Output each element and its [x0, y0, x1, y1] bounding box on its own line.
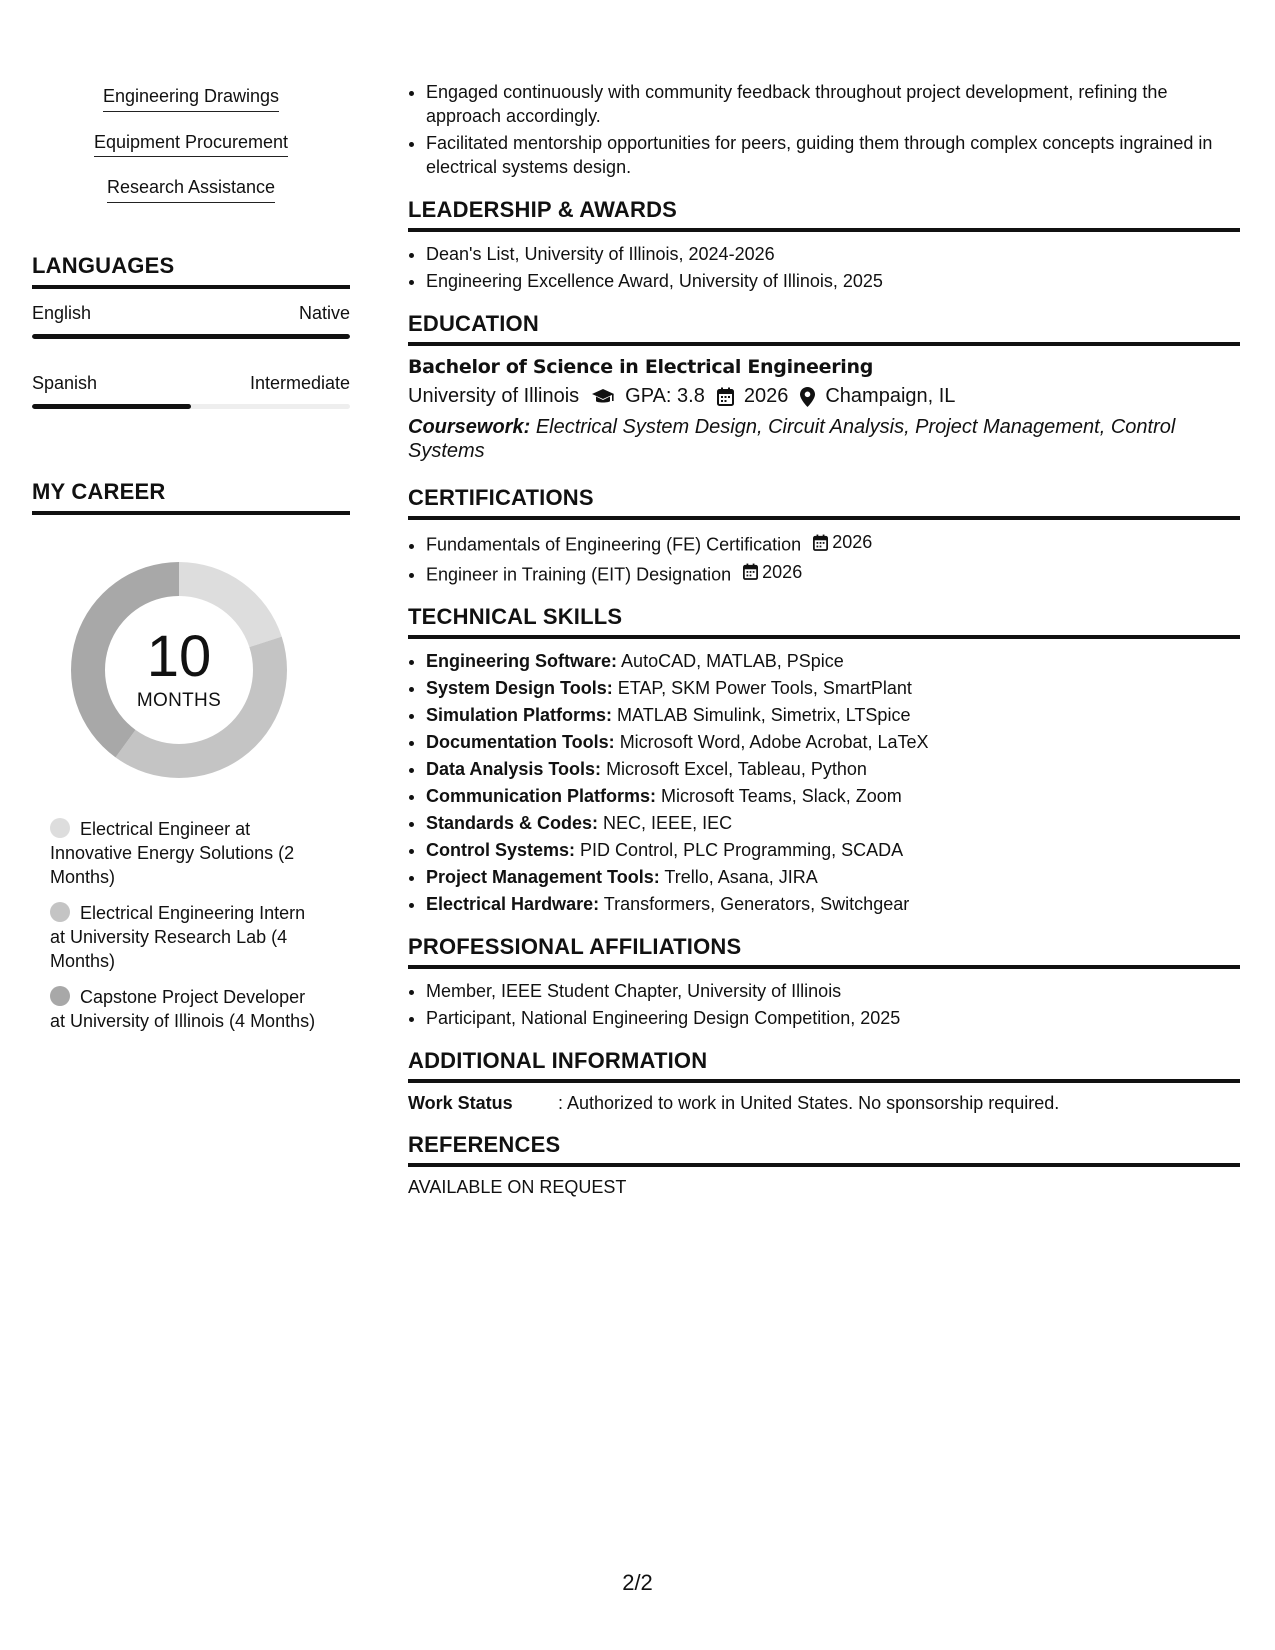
career-heading: MY CAREER — [32, 479, 350, 515]
technical-skill-item — [426, 838, 1240, 862]
work-status-value: : Authorized to work in United States. No sponsorship required. — [558, 1093, 1060, 1113]
skill-category: Standards & Codes: — [426, 813, 599, 833]
career-legend-label: Electrical Engineering Intern at University Research Lab (4 Months) — [50, 902, 306, 971]
technical-skill-item — [426, 649, 1240, 673]
certification-date — [813, 530, 872, 554]
affiliations-heading: PROFESSIONAL AFFILIATIONS — [408, 934, 1240, 969]
career-legend-item — [50, 985, 320, 1033]
certification-name: Fundamentals of Engineering (FE) Certification — [426, 534, 802, 555]
work-status-row — [408, 1093, 1240, 1114]
skill-values: MATLAB Simulink, Simetrix, LTSpice — [617, 705, 911, 725]
skill-category: Data Analysis Tools: — [426, 759, 602, 779]
languages-list — [32, 303, 350, 409]
calendar-icon — [743, 563, 758, 580]
location-pin-icon — [800, 387, 815, 407]
language-proficiency-fill — [32, 404, 191, 409]
language-level: Intermediate — [249, 372, 350, 393]
education-gpa: GPA: 3.8 — [625, 385, 705, 407]
references-text: AVAILABLE ON REQUEST — [408, 1177, 627, 1197]
sidebar — [32, 80, 350, 1045]
skill-values: Trello, Asana, JIRA — [664, 867, 818, 887]
technical-skills-list — [408, 649, 1240, 916]
skill-category: Documentation Tools: — [426, 732, 615, 752]
certification-name: Engineer in Training (EIT) Designation — [426, 564, 732, 584]
page-number: 2/2 — [622, 1570, 653, 1595]
technical-skill-item — [426, 865, 1240, 889]
education-coursework — [408, 415, 1240, 463]
leadership-heading: LEADERSHIP & AWARDS — [408, 197, 1240, 232]
experience-bullets — [408, 80, 1240, 179]
career-legend — [50, 817, 320, 1033]
technical-skills-heading: TECHNICAL SKILLS — [408, 604, 1240, 639]
skill-values: Transformers, Generators, Switchgear — [603, 894, 910, 914]
career-legend-item — [50, 817, 320, 889]
leadership-list — [408, 242, 1240, 293]
technical-skill-item — [426, 757, 1240, 781]
skill-category: Communication Platforms: — [426, 786, 657, 806]
work-status-label: Work Status — [408, 1093, 513, 1113]
certification-year: 2026 — [762, 561, 803, 582]
language-level: Native — [298, 302, 350, 323]
additional-info-heading: ADDITIONAL INFORMATION — [408, 1048, 1240, 1083]
technical-skill-item — [426, 703, 1240, 727]
skill-values: Microsoft Word, Adobe Acrobat, LaTeX — [619, 732, 929, 752]
donut-center — [64, 555, 294, 785]
language-row — [32, 373, 350, 394]
certification-item — [426, 560, 1240, 587]
skill-category: Simulation Platforms: — [426, 705, 613, 725]
skill-values: AutoCAD, MATLAB, PSpice — [621, 651, 844, 671]
certification-item — [426, 530, 1240, 557]
skill-category: System Design Tools: — [426, 678, 613, 698]
list-item: • Member, IEEE Student Chapter, University of Illinois — [426, 979, 1240, 1003]
list-item: • Dean's List, University of Illinois, 2024-2026 — [426, 242, 1240, 266]
affiliations-list — [408, 979, 1240, 1030]
skill-category: Control Systems: — [426, 840, 576, 860]
skill-tags — [32, 80, 350, 217]
education-degree: Bachelor of Science in Electrical Engineering — [408, 356, 873, 378]
technical-skill-item — [426, 811, 1240, 835]
graduation-cap-icon — [591, 388, 615, 406]
education-location: Champaign, IL — [825, 385, 956, 407]
list-item: • Engaged continuously with community feedback throughout project development, refining the approach accordingly. — [426, 80, 1240, 128]
skill-tag: Equipment Procurement — [94, 126, 288, 158]
main-content — [408, 80, 1240, 1198]
languages-heading: LANGUAGES — [32, 253, 350, 289]
certification-date — [743, 560, 802, 584]
technical-skill-item — [426, 784, 1240, 808]
skill-tag: Research Assistance — [107, 171, 275, 203]
coursework-value: Electrical System Design, Circuit Analysis, Project Management, Control Systems — [408, 416, 1176, 462]
education-heading: EDUCATION — [408, 311, 1240, 346]
technical-skill-item — [426, 730, 1240, 754]
calendar-icon — [813, 534, 828, 551]
legend-dot — [50, 818, 70, 838]
skill-values: NEC, IEEE, IEC — [603, 813, 733, 833]
career-legend-label: Electrical Engineer at Innovative Energy Solutions (2 Months) — [50, 818, 295, 887]
list-item: • Participant, National Engineering Design Competition, 2025 — [426, 1006, 1240, 1030]
language-row — [32, 303, 350, 324]
certifications-list — [408, 530, 1240, 586]
technical-skill-item — [426, 892, 1240, 916]
certifications-heading: CERTIFICATIONS — [408, 485, 1240, 520]
career-total-number: 10 — [146, 623, 212, 689]
calendar-icon — [717, 387, 734, 406]
education-year: 2026 — [743, 385, 789, 407]
skill-values: Microsoft Teams, Slack, Zoom — [661, 786, 902, 806]
language-name: Spanish — [32, 372, 98, 393]
list-item: • Facilitated mentorship opportunities for peers, guiding them through complex concepts ingrained in electrical systems design. — [426, 131, 1240, 179]
skill-values: ETAP, SKM Power Tools, SmartPlant — [617, 678, 912, 698]
list-item: • Engineering Excellence Award, University of Illinois, 2025 — [426, 269, 1240, 293]
skill-tag: Engineering Drawings — [103, 80, 279, 112]
language-proficiency-fill — [32, 334, 350, 339]
language-proficiency-bar — [32, 334, 350, 339]
legend-dot — [50, 986, 70, 1006]
skill-values: Microsoft Excel, Tableau, Python — [606, 759, 867, 779]
language-name: English — [32, 302, 92, 323]
language-proficiency-bar — [32, 404, 350, 409]
technical-skill-item — [426, 676, 1240, 700]
education-details — [408, 385, 1240, 408]
career-legend-item — [50, 901, 320, 973]
skill-category: Electrical Hardware: — [426, 894, 600, 914]
coursework-label: Coursework: — [408, 416, 531, 438]
career-legend-label: Capstone Project Developer at University of Illinois (4 Months) — [50, 986, 316, 1031]
certification-year: 2026 — [832, 532, 873, 552]
skill-category: Project Management Tools: — [426, 867, 660, 887]
career-total-unit: MONTHS — [136, 689, 222, 711]
skill-values: PID Control, PLC Programming, SCADA — [580, 840, 904, 860]
skill-category: Engineering Software: — [426, 651, 618, 671]
career-donut-chart — [64, 555, 294, 785]
education-school: University of Illinois — [408, 385, 580, 407]
references-heading: REFERENCES — [408, 1132, 1240, 1167]
legend-dot — [50, 902, 70, 922]
